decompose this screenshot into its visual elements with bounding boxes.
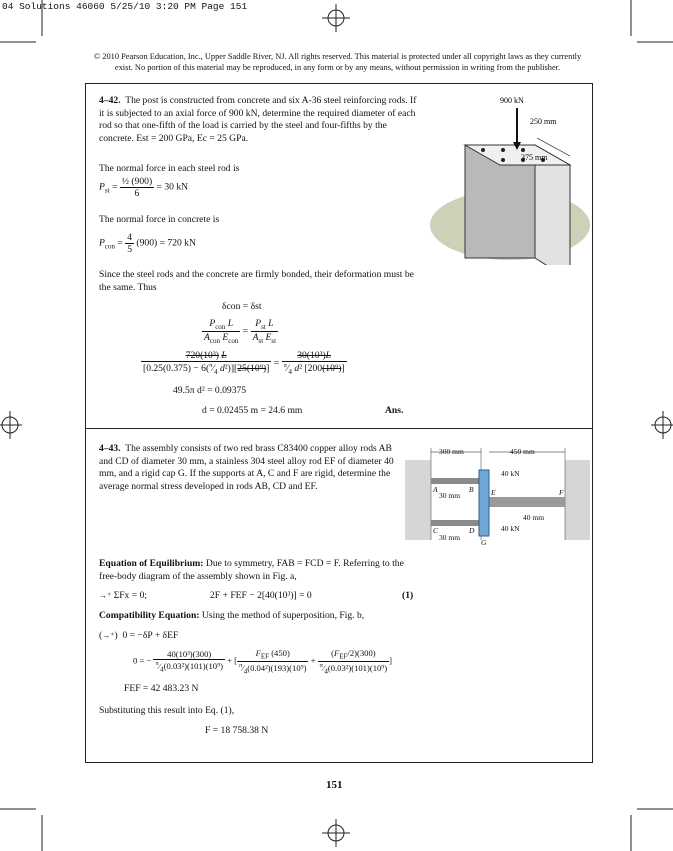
text-concrete-force: The normal force in concrete is bbox=[99, 214, 220, 225]
eq-diameter: d = 0.02455 m = 24.6 mm bbox=[202, 405, 303, 416]
substitution-text: Substituting this result into Eq. (1), bbox=[99, 705, 235, 716]
eq-deformation-ratio: $\frac{P_{con} L}{A_{con} E_{con}}$ = $\frac{P_{st} L}{A_{st} E_{st}}$ bbox=[204, 318, 277, 345]
load-bottom: 40 kN bbox=[501, 524, 520, 533]
pst-num: (900) bbox=[131, 176, 153, 187]
compatibility-text: Using the method of superposition, Fig. b, bbox=[201, 610, 365, 621]
label-d: D bbox=[469, 526, 475, 535]
eq-pst: $P_{st}$ = $\frac{\text{½ (900)}}{6}$ = 30 kN bbox=[99, 176, 189, 199]
dia-bottom: 30 mm bbox=[439, 533, 461, 542]
problem-443-statement bbox=[99, 443, 404, 493]
eq-substituted: $\frac{\text{720(10³) L}}{[0.25(0.375) - 6(^\pi⁄_4 d^2)][25(10^9)]}$ = $\frac{\text{30(10³)L}}{^\pi⁄_4 d^2 [200(10^9)]}$ bbox=[143, 350, 345, 377]
pst-den: 6 bbox=[134, 188, 140, 199]
problem-442-text: The post is constructed from concrete and six A-36 steel reinforcing rods. If it is subjected to an axial force of 900 kN, determine the required diameter of each rod so that one-fifth of the load is carried by the steel and four-fifths by the concrete. Est = 200 GPa, Ec = 25 GPa. bbox=[99, 95, 417, 144]
pcon-result: (900) = 720 kN bbox=[136, 237, 196, 249]
right-wall bbox=[565, 460, 590, 540]
compatibility-title: Compatibility Equation: bbox=[99, 610, 200, 621]
answer-label: Ans. bbox=[385, 405, 404, 416]
label-g: G bbox=[481, 538, 487, 547]
rigid-cap-g bbox=[479, 470, 489, 536]
pst-result: = 30 kN bbox=[156, 181, 189, 193]
pcon-frac-den: 5 bbox=[127, 244, 132, 255]
copyright-line-1: © 2010 Pearson Education, Inc., Upper Saddle River, NJ. All rights reserved. This material is protected under all copyright laws as they currently bbox=[93, 52, 582, 61]
eq-compat: (→⁺) 0 = −δP + δEF bbox=[99, 630, 179, 641]
copyright-line-2: exist. No portion of this material may be reproduced, in any form or by any means, without permission in writing from the publisher. bbox=[114, 63, 561, 72]
eq-area: 49.5π d² = 0.09375 bbox=[173, 385, 247, 396]
problem-443-text: The assembly consists of two red brass C83400 copper alloy rods AB and CD of diameter 30 mm, a stainless 304 steel alloy rod EF of diameter 40 mm, and a rigid cap G. If the supports at A, C and F are rigid, determine the average normal stress developed in rods AB, CD and EF. bbox=[99, 443, 394, 492]
label-f: F bbox=[559, 488, 564, 497]
rod-ab bbox=[431, 478, 481, 484]
label-b: B bbox=[469, 485, 474, 494]
pcon-frac-num: 4 bbox=[127, 232, 132, 243]
eq-delta: δcon = δst bbox=[222, 301, 262, 312]
dim-375: 375 mm bbox=[521, 153, 548, 162]
equilibrium-paragraph bbox=[99, 558, 417, 583]
load-label: 900 kN bbox=[500, 96, 524, 105]
text-bonded: Since the steel rods and the concrete are firmly bonded, their deformation must be the same. Thus bbox=[99, 269, 414, 293]
dia-ef: 40 mm bbox=[523, 513, 545, 522]
text-steel-force: The normal force in each steel rod is bbox=[99, 163, 240, 174]
label-a: A bbox=[433, 485, 438, 494]
rod-ef bbox=[489, 497, 565, 507]
page-number: 151 bbox=[326, 779, 343, 791]
dim-300: 300 mm bbox=[439, 447, 464, 456]
eq-sum-fx: →⁺ ΣFx = 0; bbox=[99, 590, 148, 601]
left-wall bbox=[405, 460, 431, 540]
figure-assembly bbox=[405, 440, 590, 550]
problem-442-number: 4–42. bbox=[99, 95, 121, 106]
eq-superposition: 0 = − $\frac{\text{40(10³)(300)}}{^\pi⁄_4(0.03^2)(101)(10^9)}$ + [ $\frac{F_{EF} (450)}{^\pi⁄_4(0.04^2)(193)(10^9)}$ + $\frac{(F_{EF}/2)(300)}{^\pi⁄_4(0.03^2)(101)(10^9)}$ ] bbox=[133, 648, 393, 676]
dim-450: 450 mm bbox=[510, 447, 535, 456]
eq-f-result: F = 18 758.38 N bbox=[205, 725, 269, 736]
eq-number: (1) bbox=[402, 590, 414, 601]
dia-top: 30 mm bbox=[439, 491, 461, 500]
eq-fef-result: FEF = 42 483.23 N bbox=[124, 683, 199, 694]
eq-sum-expr: 2F + FEF − 2[40(10³)] = 0 bbox=[210, 590, 312, 601]
compat-eq: 0 = −δP + δEF bbox=[122, 630, 179, 641]
label-e: E bbox=[491, 488, 496, 497]
problem-443-number: 4–43. bbox=[99, 443, 121, 454]
dim-250: 250 mm bbox=[530, 117, 557, 126]
label-c: C bbox=[433, 526, 439, 535]
eq-sum-label: ΣFx = 0; bbox=[113, 590, 148, 601]
load-top: 40 kN bbox=[501, 469, 520, 478]
equilibrium-title: Equation of Equilibrium: bbox=[99, 558, 204, 569]
problem-442-statement bbox=[99, 95, 417, 145]
figure-post bbox=[425, 90, 595, 265]
copyright-notice bbox=[80, 51, 595, 73]
equilibrium-text: Due to symmetry, FAB = FCD = F. Referring to the free-body diagram of the assembly shown in Fig. a, bbox=[99, 558, 404, 582]
eq-pcon: $P_{con}$ = $\frac{4}{5}$ (900) = 720 kN bbox=[99, 232, 196, 255]
print-header: 04 Solutions 46060 5/25/10 3:20 PM Page 151 bbox=[2, 1, 248, 12]
problem-divider bbox=[85, 428, 593, 429]
compatibility-paragraph bbox=[99, 610, 364, 623]
